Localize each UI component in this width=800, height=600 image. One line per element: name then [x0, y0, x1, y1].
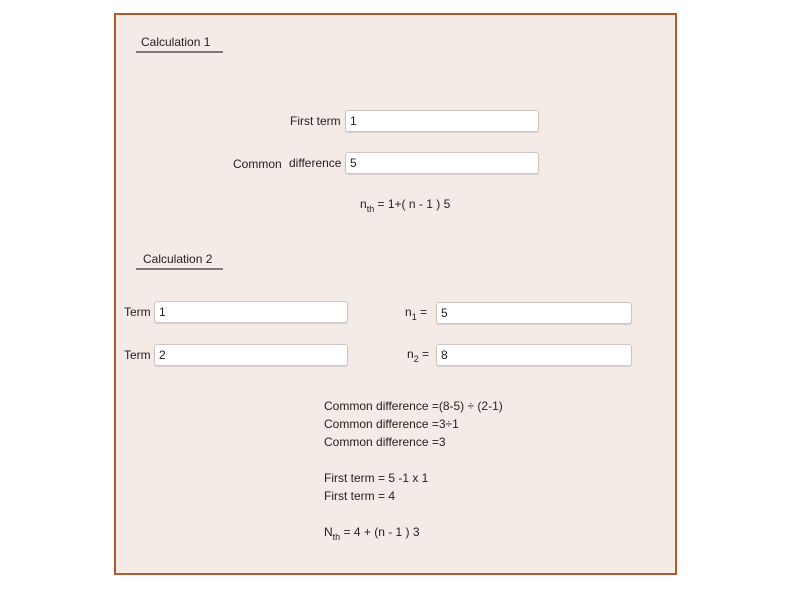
- n1-label: [405, 305, 428, 322]
- common-label: Common: [233, 157, 282, 171]
- n2-input[interactable]: [436, 344, 632, 366]
- nth-formula-n: n: [360, 197, 367, 211]
- term-2-input[interactable]: [154, 344, 348, 366]
- n2-sub: 2: [413, 354, 419, 364]
- common-difference-input[interactable]: [345, 152, 539, 174]
- result-line: Common difference =(8-5) ÷ (2-1): [324, 399, 503, 413]
- result-line: First term = 4: [324, 489, 396, 503]
- nth-formula-sub: th: [366, 204, 375, 214]
- term-1-input[interactable]: [154, 301, 348, 323]
- calculator-panel: [114, 13, 677, 575]
- term-2-label: Term: [124, 348, 151, 362]
- calculation-1-tab-underline: [136, 51, 223, 53]
- nth-formula-rest: = 1+( n - 1 ) 5: [374, 197, 451, 211]
- n1-sub: 1: [411, 312, 417, 322]
- n1-var: n: [405, 305, 412, 319]
- n1-input[interactable]: [436, 302, 632, 324]
- term-1-label: Term: [124, 305, 151, 319]
- result-line: First term = 5 -1 x 1: [324, 471, 429, 485]
- difference-label: difference: [289, 156, 342, 170]
- n2-eq: =: [418, 347, 430, 361]
- n2-var: n: [407, 347, 414, 361]
- calculation-2-tab-label[interactable]: Calculation 2: [143, 252, 213, 266]
- calculation-2-tab-underline: [136, 268, 223, 270]
- result-line: Common difference =3: [324, 435, 446, 449]
- nth-formula: [360, 195, 450, 213]
- final-nth-rest: = 4 + (n - 1 ) 3: [340, 525, 420, 539]
- final-nth-N: N: [324, 525, 333, 539]
- n2-label: [407, 347, 430, 364]
- n1-eq: =: [416, 305, 428, 319]
- calculation-1-tab-label[interactable]: Calculation 1: [141, 35, 211, 49]
- final-nth-sub: th: [332, 532, 341, 542]
- result-line: Common difference =3÷1: [324, 417, 459, 431]
- first-term-label: First term: [290, 114, 341, 128]
- first-term-input[interactable]: [345, 110, 539, 132]
- final-nth-formula: [324, 523, 420, 541]
